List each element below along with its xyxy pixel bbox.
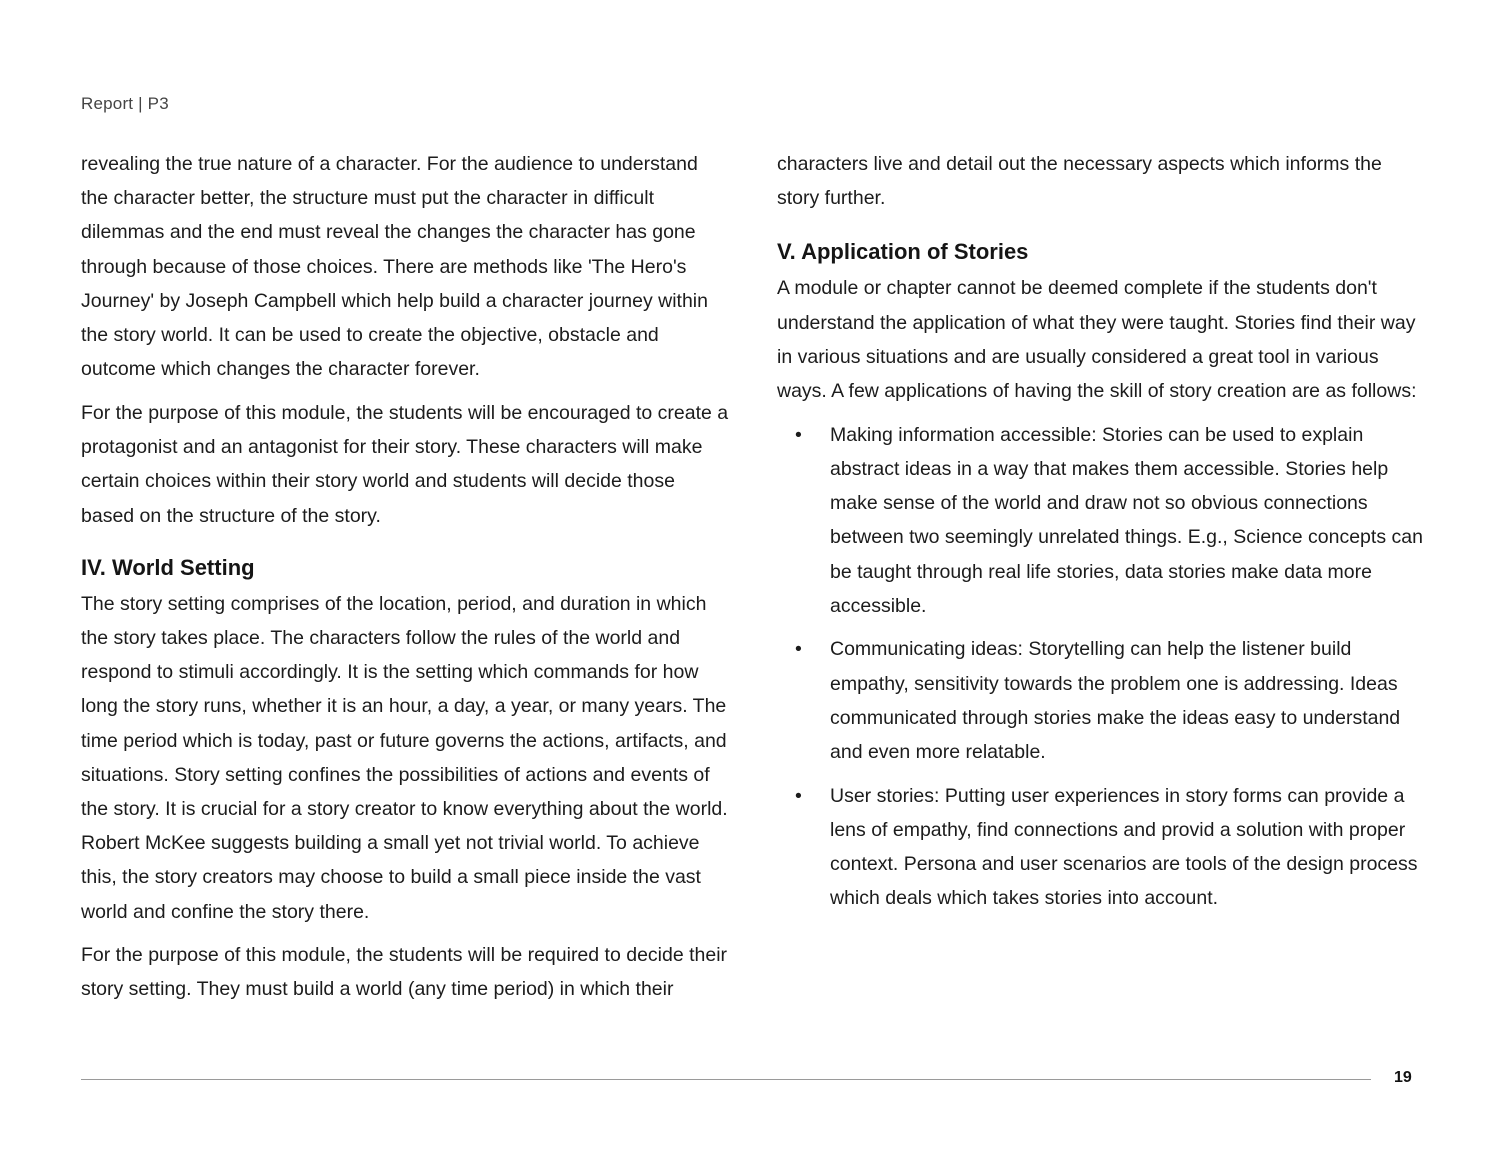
- page-number: 19: [1394, 1069, 1412, 1086]
- footer-divider: [81, 1079, 1371, 1080]
- body-paragraph: For the purpose of this module, the students will be encouraged to create a protagonist and an antagonist for their story. These characters will make certain choices within their story world and students will decide those based on the structure of the story.: [81, 401, 729, 527]
- left-column: [81, 147, 729, 1016]
- bullet-list: [777, 418, 1425, 916]
- section-heading-world-setting: IV. World Setting: [81, 554, 255, 580]
- body-paragraph: A module or chapter cannot be deemed complete if the students don't understand the application of what they were taught. Stories find their way in various situations and are usually considered a great tool in various ways. A few applications of having the skill of story creation are as follows:: [777, 277, 1417, 403]
- list-item-text: Making information accessible: Stories can be used to explain abstract ideas in a way that makes them accessible. Stories help make sense of the world and draw not so obvious connections between two seemingly unrelated things. E.g., Science concepts can be taught through real life stories, data stories make data more accessible.: [830, 423, 1423, 617]
- section-heading-application-of-stories: V. Application of Stories: [777, 239, 1029, 265]
- bullet-icon: •: [795, 784, 802, 807]
- bullet-icon: •: [795, 423, 802, 446]
- list-item: [777, 779, 1425, 916]
- running-header: Report | P3: [81, 94, 169, 113]
- body-paragraph: characters live and detail out the necessary aspects which informs the story further.: [777, 153, 1382, 210]
- body-paragraph: revealing the true nature of a character. For the audience to understand the character better, the structure must put the character in difficult dilemmas and the end must reveal the changes the character has gone through because of those choices. There are methods like 'The Hero's Journey' by Joseph Campbell which help build a character journey within the story world. It can be used to create the objective, obstacle and outcome which changes the character forever.: [81, 153, 708, 381]
- list-item-text: Communicating ideas: Storytelling can help the listener build empathy, sensitivity towards the problem one is addressing. Ideas communicated through stories make the ideas easy to understand and even more relatable.: [830, 638, 1401, 764]
- list-item: [777, 632, 1425, 769]
- body-paragraph: For the purpose of this module, the students will be required to decide their story setting. They must build a world (any time period) in which their: [81, 944, 728, 1001]
- body-paragraph: The story setting comprises of the location, period, and duration in which the story takes place. The characters follow the rules of the world and respond to stimuli accordingly. It is the setting which commands for how long the story runs, whether it is an hour, a day, a year, or many years. The time period which is today, past or future governs the actions, artifacts, and situations. Story setting confines the possibilities of actions and events of the story. It is crucial for a story creator to know everything about the world. Robert McKee suggests building a small yet not trivial world. To achieve this, the story creators may choose to build a small piece inside the vast world and confine the story there.: [81, 592, 728, 923]
- list-item-text: User stories: Putting user experiences in story forms can provide a lens of empathy, find connections and provid a solution with proper context. Persona and user scenarios are tools of the design process which deals which takes stories into account.: [830, 784, 1418, 910]
- list-item: [777, 418, 1425, 623]
- right-column: [777, 147, 1425, 925]
- bullet-icon: •: [795, 638, 802, 661]
